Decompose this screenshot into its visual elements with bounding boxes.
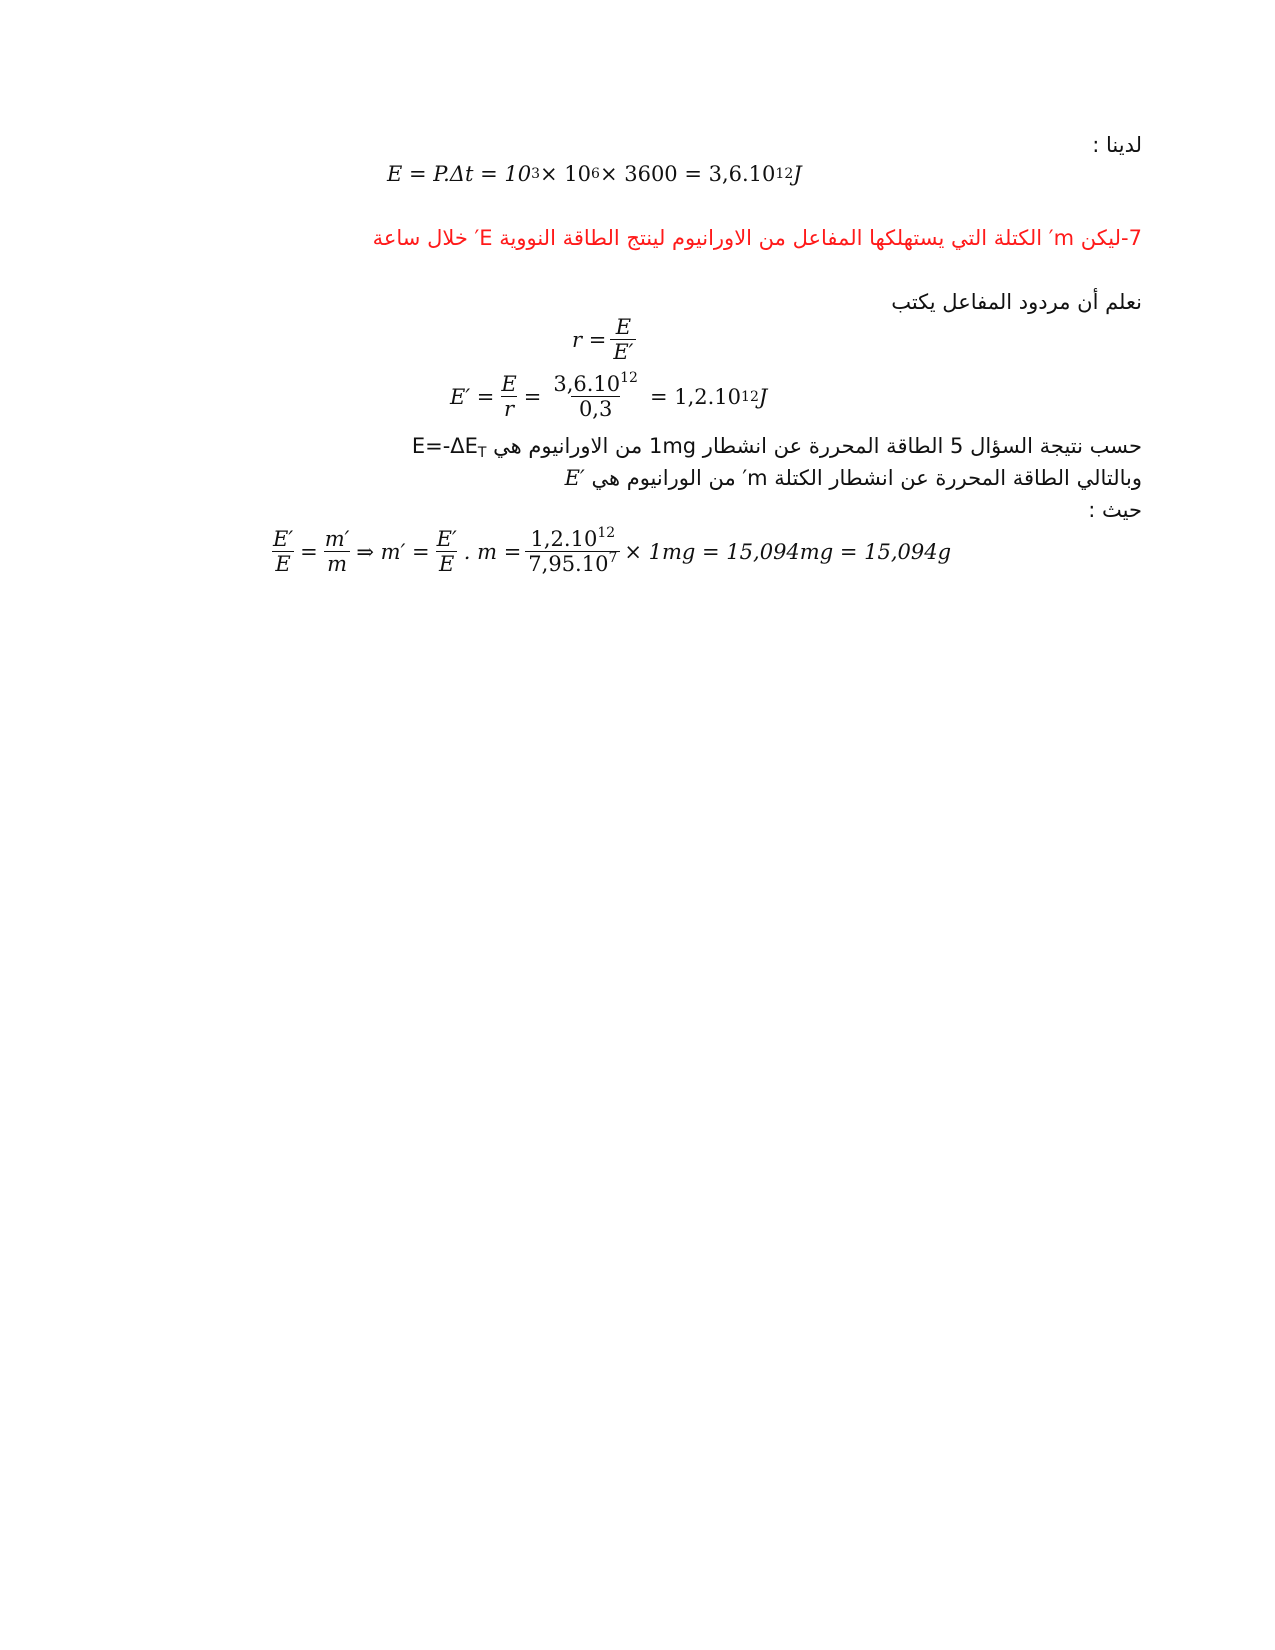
mass-eq-fraction-4 <box>525 527 620 576</box>
mass-eq-f4-numerator: 1,2.10 <box>530 527 598 551</box>
energy-eq-mid2: × 3600 = 3,6.10 <box>599 162 776 186</box>
mass-eq-fraction-2 <box>322 527 353 576</box>
mass-equation <box>266 527 951 576</box>
mass-eq-dot-m: . m = <box>463 539 522 564</box>
nuclear-eq-rhs: = 1,2.10 <box>649 384 742 409</box>
nuclear-energy-equation: E′ = $\frac{E}{r}$ = $\frac{3,6.10^{12}}{0,3}$ = 1,2.10 12 J <box>450 370 768 422</box>
nuclear-eq-fraction-1 <box>498 372 519 421</box>
mass-eq-f4-denominator-exp: 7 <box>608 550 618 567</box>
yield-fraction-numerator: E <box>615 315 632 339</box>
energy-eq-unit: J <box>793 162 802 186</box>
therefore-expr: E′ <box>564 466 585 490</box>
mass-eq-fraction-3 <box>434 527 460 576</box>
yield-equation <box>572 315 640 364</box>
mass-eq-f4-denominator: 7,95.10 <box>528 552 609 577</box>
mass-eq-f3-denominator: E <box>436 551 457 576</box>
nuclear-eq-f2-numerator: 3,6.10 <box>553 372 621 396</box>
nuclear-eq-lhs: E′ = <box>450 384 495 409</box>
where-text: حيث : <box>1088 498 1142 522</box>
mass-eq-f3-numerator: E′ <box>436 527 457 551</box>
therefore-text <box>565 466 1142 490</box>
nuclear-eq-f2-denominator: 0,3 <box>571 396 620 421</box>
yield-fraction-denominator: E′ <box>610 339 636 364</box>
yield-intro-text: نعلم أن مردود المفاعل يكتب <box>891 290 1142 314</box>
mass-eq-f1-denominator: E <box>272 551 293 576</box>
nuclear-eq-f1-denominator: r <box>501 396 517 421</box>
question-5-result-prefix: حسب نتيجة السؤال 5 الطاقة المحررة عن انشطار 1mg من الاورانيوم هي <box>486 434 1142 458</box>
intro-text: لدينا : <box>1092 133 1142 157</box>
mass-eq-f4-numerator-exp: 12 <box>597 525 616 541</box>
nuclear-eq-unit: J <box>758 384 768 409</box>
nuclear-eq-f1-numerator: E <box>501 372 517 396</box>
question-5-result-text <box>411 434 1142 461</box>
mass-eq-equals: = <box>300 539 318 564</box>
nuclear-eq-fraction-2 <box>545 372 646 421</box>
question-5-result-expr: E=-ΔE <box>411 434 478 458</box>
mass-eq-f2-denominator: m <box>324 551 350 576</box>
mass-eq-fraction-1 <box>270 527 296 576</box>
energy-equation: E = P.Δt = 10 3 × 10 6 × 3600 = 3,6.10 12 J <box>387 162 802 186</box>
energy-eq-mid1: × 10 <box>540 162 592 186</box>
yield-eq-lhs: r = <box>572 327 607 352</box>
mass-eq-implies: ⇒ m′ = <box>356 539 430 564</box>
yield-fraction <box>610 315 636 364</box>
mass-eq-f1-numerator: E′ <box>273 527 294 551</box>
therefore-prefix: وبالتالي الطاقة المحررة عن انشطار الكتلة m′ من الورانيوم هي <box>584 466 1142 490</box>
nuclear-eq-equals: = <box>523 384 542 409</box>
energy-eq-lhs: E = P.Δt = 10 <box>387 162 532 186</box>
question-5-result-sub: T <box>477 445 487 461</box>
nuclear-eq-f2-numerator-exp: 12 <box>620 370 638 386</box>
question-7-heading: 7-ليكن m′ الكتلة التي يستهلكها المفاعل من الاورانيوم لينتج الطاقة النووية E′ خلال ساعة <box>372 226 1142 250</box>
mass-eq-f2-numerator: m′ <box>324 527 350 551</box>
mass-eq-tail: × 1mg = 15,094mg = 15,094g <box>624 539 952 564</box>
